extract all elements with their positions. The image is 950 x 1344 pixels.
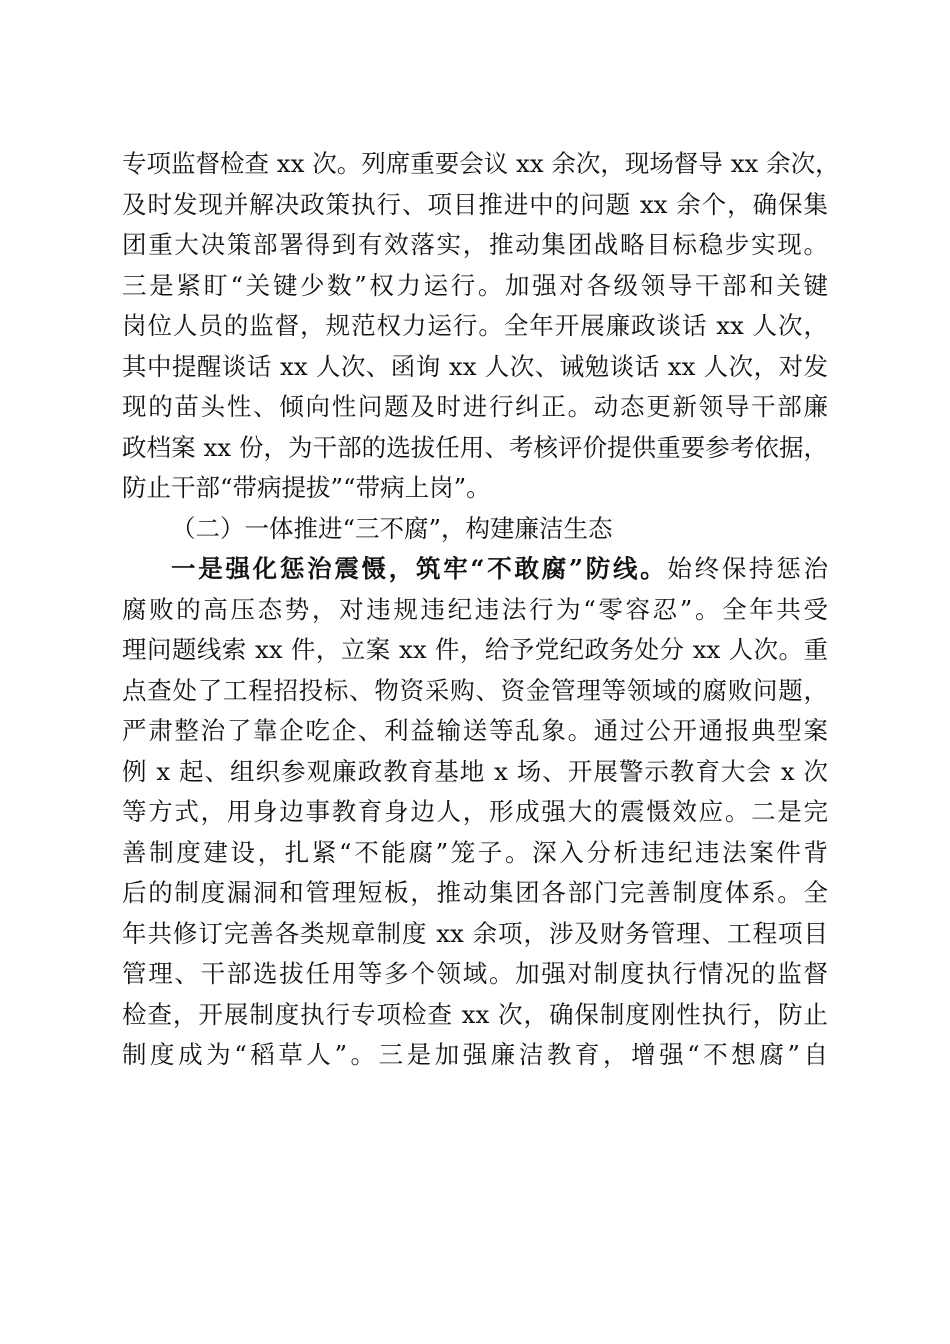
section-heading: （二）一体推进“三不腐”，构建廉洁生态 [171, 513, 613, 543]
text-line: 点查处了工程招投标、物资采购、资金管理等领域的腐败问题， [122, 675, 828, 705]
text-line: 腐败的高压态势，对违规违纪违法行为“零容忍”。全年共受 [122, 594, 828, 624]
text-line: 其中提醒谈话 xx 人次、函询 xx 人次、诫勉谈话 xx 人次，对发 [122, 351, 828, 381]
text-line: 严肃整治了靠企吃企、利益输送等乱象。通过公开通报典型案 [122, 716, 828, 745]
text-line: 管理、干部选拔任用等多个领域。加强对制度执行情况的监督 [122, 959, 828, 988]
lead-sentence: 一是强化惩治震慑，筑牢“不敢腐”防线。 [171, 554, 668, 583]
text-line: 等方式，用身边事教育身边人，形成强大的震慑效应。二是完 [122, 797, 828, 826]
text-line: 制度成为“稻草人”。三是加强廉洁教育，增强“不想腐”自 [122, 1040, 828, 1069]
text-line: 现的苗头性、倾向性问题及时进行纠正。动态更新领导干部廉 [122, 392, 828, 421]
text-line: 年共修订完善各类规章制度 xx 余项，涉及财务管理、工程项目 [122, 918, 828, 948]
text-line: 防止干部“带病提拔”“带病上岗”。 [122, 473, 491, 502]
text-line: 理问题线索 xx 件，立案 xx 件，给予党纪政务处分 xx 人次。重 [122, 635, 828, 664]
text-line: 后的制度漏洞和管理短板，推动集团各部门完善制度体系。全 [122, 878, 828, 907]
text-line: 及时发现并解决政策执行、项目推进中的问题 xx 余个，确保集 [122, 189, 828, 219]
text-line: 专项监督检查 xx 次。列席重要会议 xx 余次，现场督导 xx 余次， [122, 149, 840, 178]
text-line: 善制度建设，扎紧“不能腐”笼子。深入分析违纪违法案件背 [122, 837, 828, 867]
text-line: 岗位人员的监督，规范权力运行。全年开展廉政谈话 xx 人次， [122, 311, 828, 340]
text-line: 例 x 起、组织参观廉政教育基地 x 场、开展警示教育大会 x 次 [122, 756, 828, 786]
body-text [122, 144, 840, 1076]
text-line [122, 549, 828, 590]
lead-rest: 始终保持惩治 [667, 554, 828, 583]
text-line: 检查，开展制度执行专项检查 xx 次，确保制度刚性执行，防止 [122, 999, 828, 1029]
text-line: 团重大决策部署得到有效落实，推动集团战略目标稳步实现。 [122, 230, 828, 259]
text-line: 三是紧盯“关键少数”权力运行。加强对各级领导干部和关键 [122, 270, 828, 300]
text-line: 政档案 xx 份，为干部的选拔任用、考核评价提供重要参考依据， [122, 432, 828, 462]
